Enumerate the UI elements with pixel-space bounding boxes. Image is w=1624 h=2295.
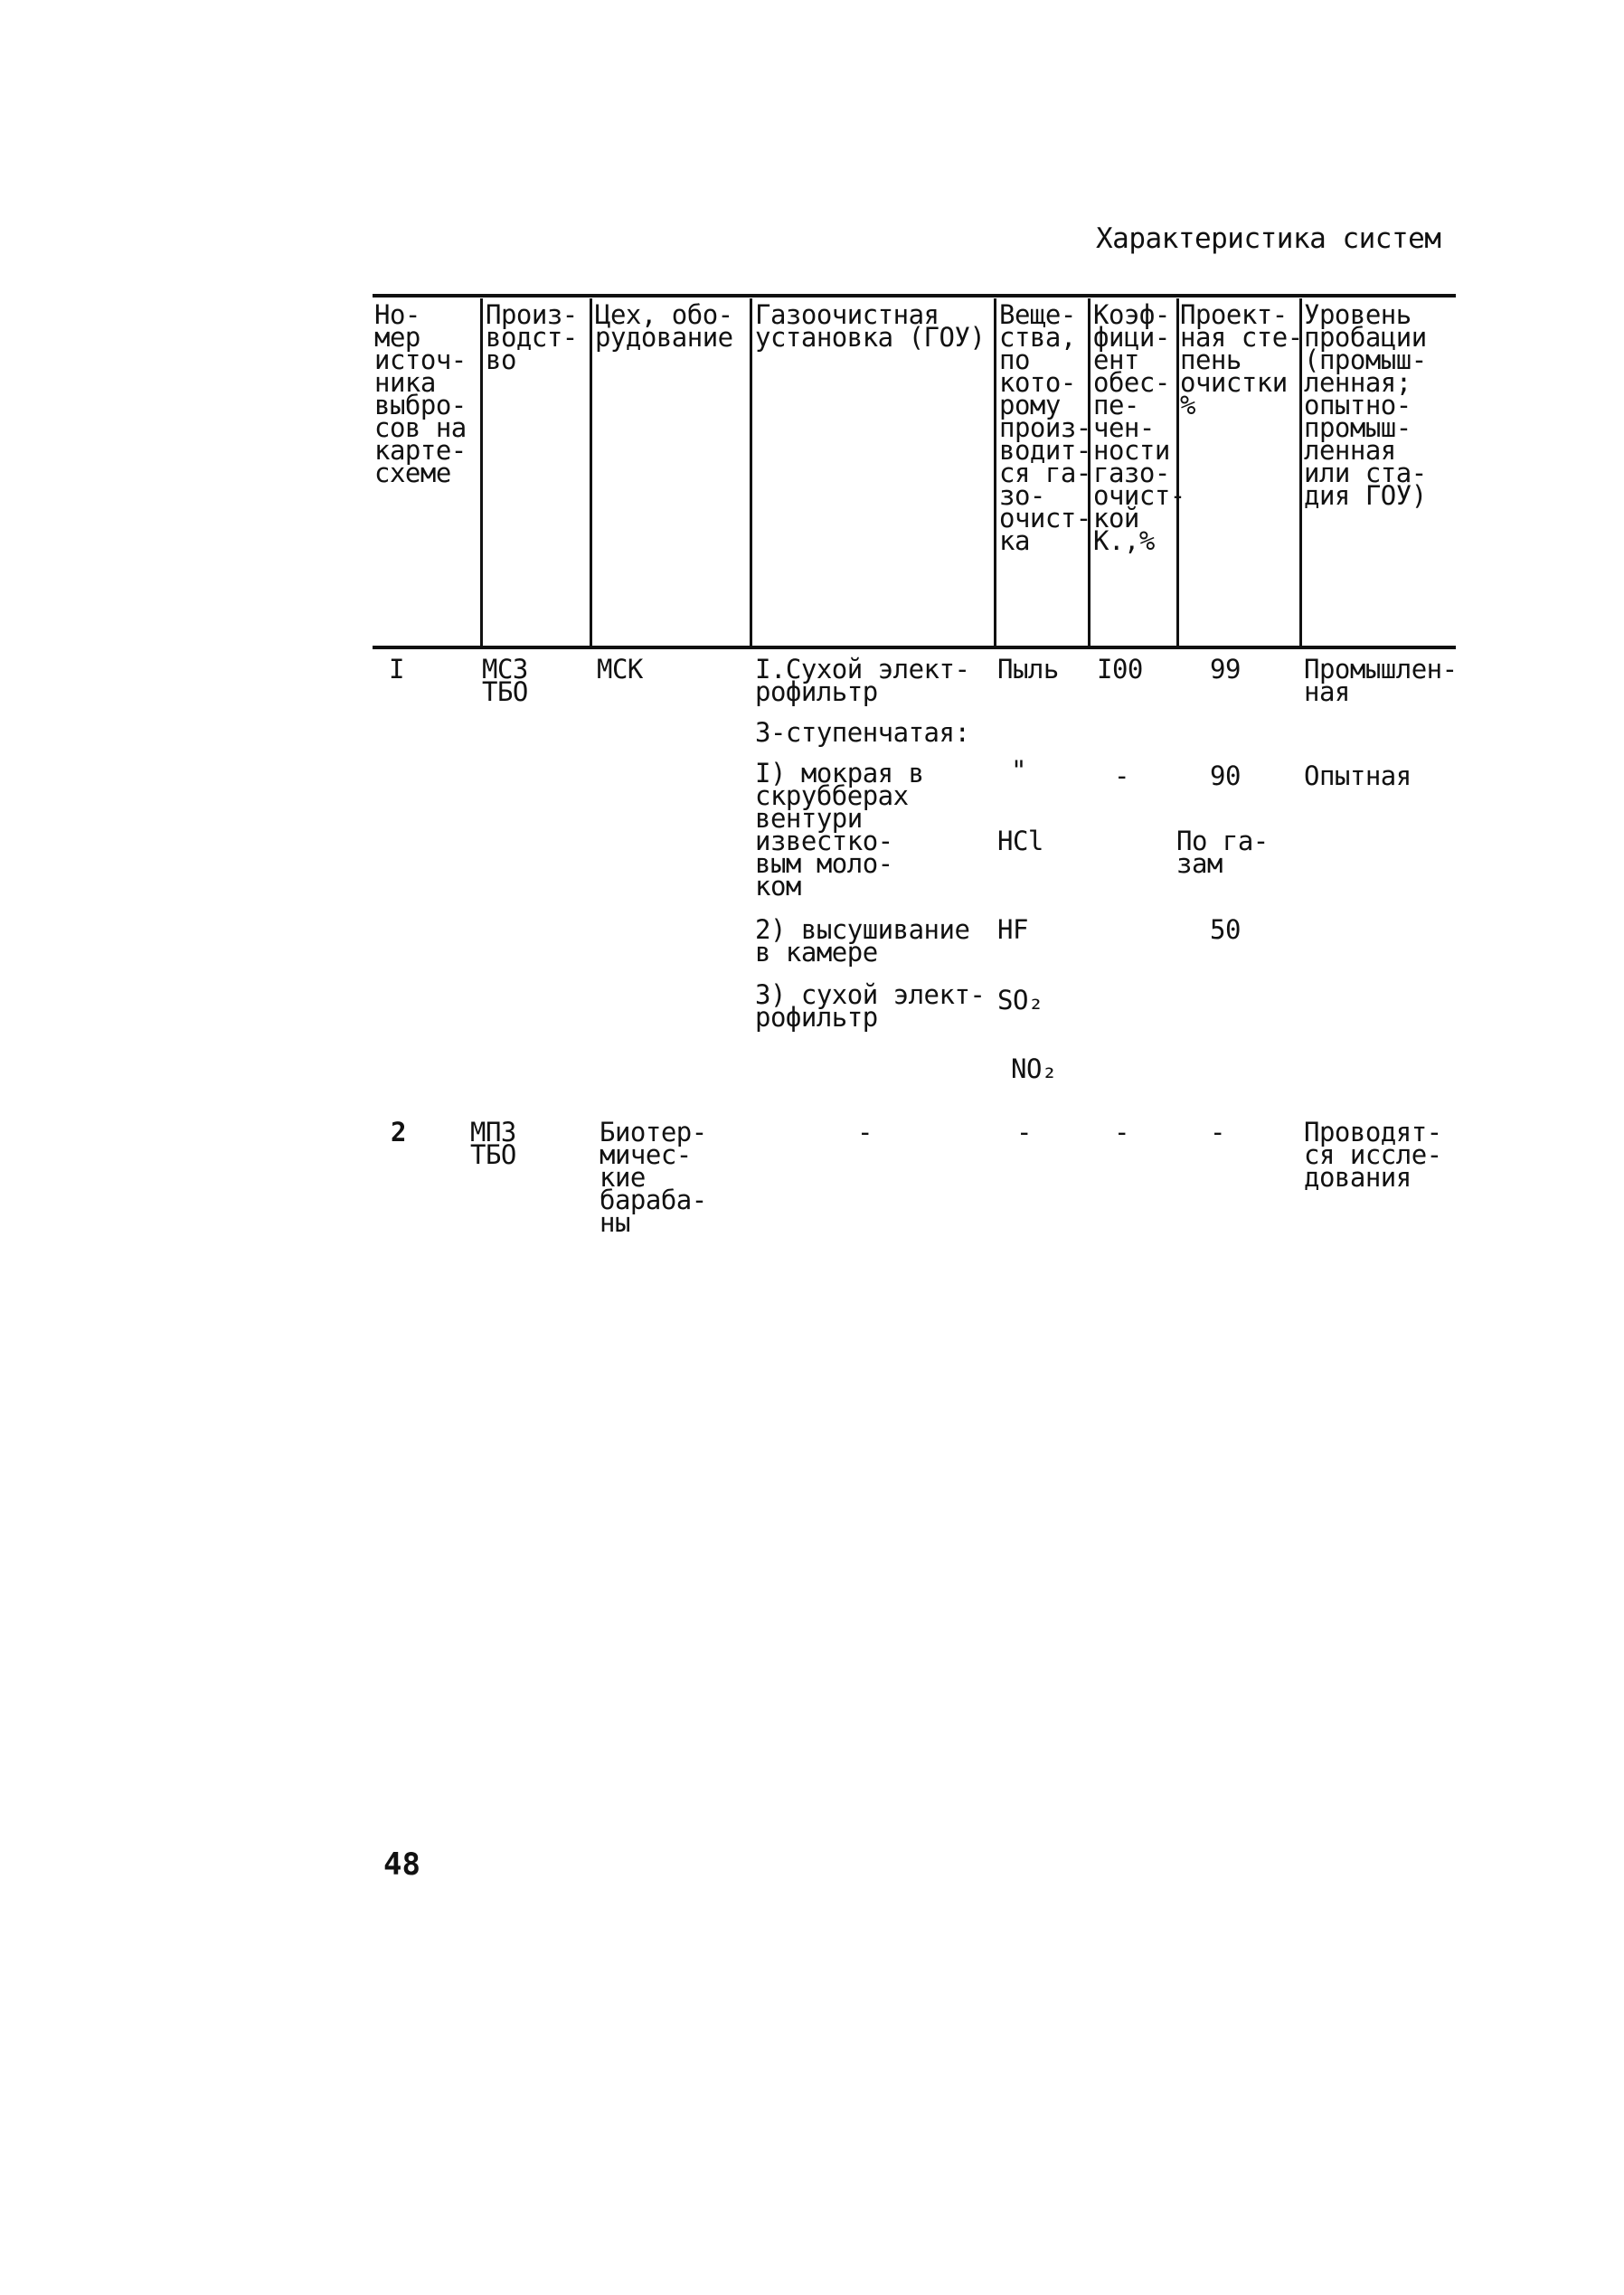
row1-production: МСЗ ТБО — [482, 654, 528, 707]
row2-gou: - — [857, 1117, 873, 1148]
row1-level-experimental: Опытная — [1304, 760, 1412, 791]
header-gas-cleaning-unit: Газоочистная установка (ГОУ) — [755, 299, 986, 353]
col-divider — [480, 298, 483, 646]
col-divider — [750, 298, 752, 646]
col-divider — [590, 298, 592, 646]
row1-substance-no2: NO₂ — [1011, 1053, 1057, 1084]
table-header-bottom-rule — [373, 646, 1456, 649]
header-shop-equipment: Цех, обо- рудование — [595, 299, 733, 353]
row1-substance-hcl: HCl — [997, 826, 1043, 856]
row2-coefficient: - — [1114, 1117, 1129, 1148]
row1-source-number: I — [389, 654, 404, 685]
row1-substance-dust: Пыль — [997, 654, 1059, 685]
header-substances: Веще- ства, по кото- рому произ- водит- ся га- зо- очист- ка — [999, 299, 1091, 556]
header-source-number: Но- мер источ- ника выбро- сов на карте- схеме — [374, 299, 467, 488]
row1-substance-ditto: " — [1011, 755, 1026, 786]
row2-shop: Биотер- мичес- кие бараба- ны — [600, 1117, 707, 1238]
row1-gou-1: I.Сухой элект- рофильтр — [755, 654, 970, 707]
header-coefficient: Коэф- фици- ент обес- пе- чен- ности газо- очист- кой К.,% — [1093, 299, 1185, 556]
row2-source-number: 2 — [391, 1117, 406, 1148]
row2-degree: - — [1210, 1117, 1225, 1148]
row1-degree-90: 90 — [1210, 760, 1241, 791]
row1-degree-99: 99 — [1210, 654, 1241, 685]
header-design-degree: Проект- ная сте- пень очистки % — [1180, 299, 1303, 420]
row1-degree-50: 50 — [1210, 914, 1241, 945]
col-divider — [994, 298, 996, 646]
row2-substance: - — [1016, 1117, 1032, 1148]
header-test-level: Уровень пробации (промыш- ленная; опытно- промыш- ленная или ста- дия ГОУ) — [1304, 299, 1427, 511]
row1-gou-4: 2) высушивание в камере — [755, 914, 970, 968]
page-number: 48 — [383, 1846, 420, 1883]
table-top-rule — [373, 294, 1456, 298]
row1-substance-hf: HF — [997, 914, 1028, 945]
row1-gou-2: 3-ступенчатая: — [755, 717, 970, 748]
row1-substance-so2: SO₂ — [997, 985, 1043, 1015]
row1-coefficient-dash: - — [1114, 760, 1129, 791]
header-production: Произ- водст- во — [486, 299, 578, 375]
row1-shop: МСК — [597, 654, 643, 685]
row1-gou-3: I) мокрая в скрубберах вентури известко- вым моло- ком — [755, 758, 924, 902]
page-title: Характеристика систем — [1096, 222, 1441, 255]
row2-level: Проводят- ся иссле- дования — [1304, 1117, 1442, 1193]
row1-degree-by-gases: По га- зам — [1176, 826, 1269, 879]
row2-production: МПЗ ТБО — [470, 1117, 516, 1170]
row1-gou-5: 3) сухой элект- рофильтр — [755, 979, 986, 1033]
row1-coefficient: I00 — [1097, 654, 1143, 685]
row1-level-industrial: Промышлен- ная — [1304, 654, 1458, 707]
